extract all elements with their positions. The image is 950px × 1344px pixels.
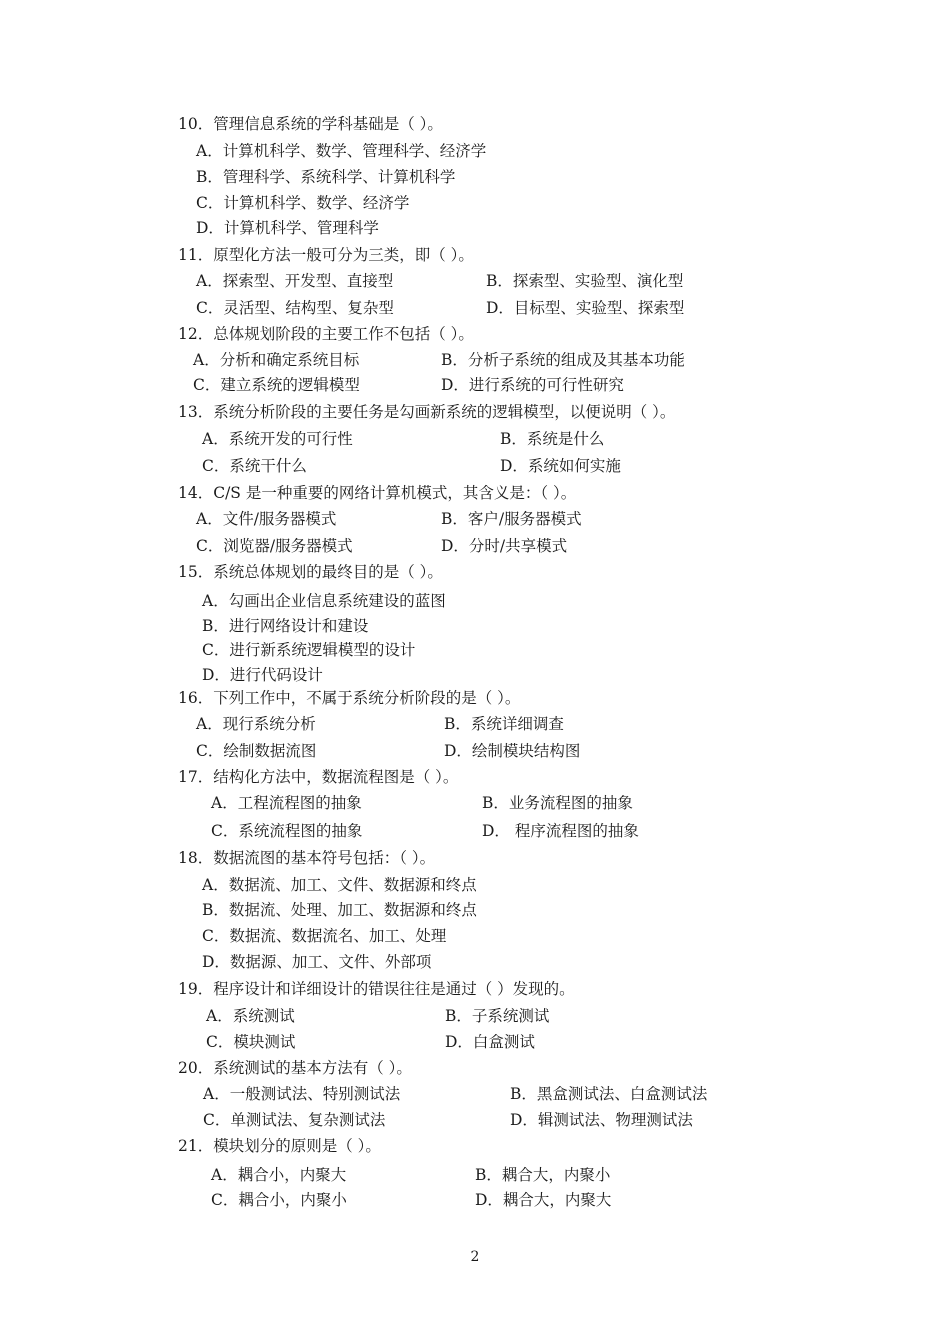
- question-14-option-b: B．客户/服务器模式: [441, 510, 582, 528]
- question-20-stem: 20．系统测试的基本方法有（ ）。: [178, 1059, 412, 1077]
- question-12-option-b: B．分析子系统的组成及其基本功能: [441, 351, 685, 369]
- question-16-option-a: A．现行系统分析: [196, 715, 316, 733]
- question-14-option-d: D．分时/共享模式: [441, 537, 568, 555]
- question-19-option-c: C．模块测试: [206, 1033, 296, 1051]
- question-16-option-b: B．系统详细调查: [444, 715, 564, 733]
- question-21-stem: 21．模块划分的原则是（ ）。: [178, 1137, 381, 1155]
- question-12-option-a: A．分析和确定系统目标: [193, 351, 360, 369]
- question-15-stem: 15．系统总体规划的最终目的是（ ）。: [178, 563, 443, 581]
- question-19-option-d: D．白盒测试: [445, 1033, 535, 1051]
- question-20-option-d: D．辑测试法、物理测试法: [510, 1111, 693, 1129]
- question-18-option-c: C．数据流、数据流名、加工、处理: [202, 927, 447, 945]
- question-21-option-d: D．耦合大，内聚大: [475, 1191, 612, 1209]
- question-18-option-d: D．数据源、加工、文件、外部项: [202, 953, 432, 971]
- question-11-stem: 11．原型化方法一般可分为三类，即（ ）。: [178, 246, 474, 264]
- question-13-stem: 13．系统分析阶段的主要任务是勾画新系统的逻辑模型，以便说明（ ）。: [178, 403, 676, 421]
- question-21-option-a: A．耦合小，内聚大: [211, 1166, 347, 1184]
- question-17-option-a: A．工程流程图的抽象: [211, 794, 362, 812]
- question-15-option-a: A．勾画出企业信息系统建设的蓝图: [202, 592, 446, 610]
- question-18-option-a: A．数据流、加工、文件、数据源和终点: [202, 876, 477, 894]
- question-10-option-c: C．计算机科学、数学、经济学: [196, 194, 410, 212]
- question-10-option-d: D．计算机科学、管理科学: [196, 219, 379, 237]
- question-13-option-c: C．系统干什么: [202, 457, 307, 475]
- question-12-option-c: C．建立系统的逻辑模型: [193, 376, 360, 394]
- question-15-option-c: C．进行新系统逻辑模型的设计: [202, 641, 416, 659]
- question-15-option-b: B．进行网络设计和建设: [202, 617, 369, 635]
- question-11-option-b: B．探索型、实验型、演化型: [486, 272, 684, 290]
- question-18-option-b: B．数据流、处理、加工、数据源和终点: [202, 901, 477, 919]
- question-19-option-b: B．子系统测试: [445, 1007, 550, 1025]
- question-19-stem: 19．程序设计和详细设计的错误往往是通过（ ）发现的。: [178, 980, 575, 998]
- question-19-option-a: A．系统测试: [206, 1007, 295, 1025]
- question-13-option-d: D．系统如何实施: [500, 457, 621, 475]
- question-14-option-c: C．浏览器/服务器模式: [196, 537, 353, 555]
- question-10-option-b: B．管理科学、系统科学、计算机科学: [196, 168, 456, 186]
- question-14-stem: 14．C/S 是一种重要的网络计算机模式，其含义是：（ ）。: [178, 484, 577, 502]
- question-12-option-d: D．进行系统的可行性研究: [441, 376, 624, 394]
- question-17-option-d: D． 程序流程图的抽象: [482, 822, 639, 840]
- question-17-option-c: C．系统流程图的抽象: [211, 822, 363, 840]
- question-20-option-a: A．一般测试法、特别测试法: [203, 1085, 401, 1103]
- question-13-option-b: B．系统是什么: [500, 430, 605, 448]
- question-21-option-c: C．耦合小，内聚小: [211, 1191, 347, 1209]
- question-11-option-a: A．探索型、开发型、直接型: [196, 272, 394, 290]
- question-14-option-a: A．文件/服务器模式: [196, 510, 337, 528]
- question-10-option-a: A．计算机科学、数学、管理科学、经济学: [196, 142, 487, 160]
- question-18-stem: 18．数据流图的基本符号包括：（ ）。: [178, 849, 436, 867]
- question-13-option-a: A．系统开发的可行性: [202, 430, 353, 448]
- question-17-stem: 17．结构化方法中，数据流程图是（ ）。: [178, 768, 459, 786]
- question-20-option-c: C．单测试法、复杂测试法: [203, 1111, 386, 1129]
- question-11-option-c: C．灵活型、结构型、复杂型: [196, 299, 394, 317]
- question-16-option-c: C．绘制数据流图: [196, 742, 317, 760]
- question-21-option-b: B．耦合大，内聚小: [475, 1166, 611, 1184]
- question-16-stem: 16．下列工作中，不属于系统分析阶段的是（ ）。: [178, 689, 521, 707]
- page-number: 2: [470, 1249, 480, 1265]
- question-12-stem: 12．总体规划阶段的主要工作不包括（ ）。: [178, 325, 474, 343]
- question-11-option-d: D．目标型、实验型、探索型: [486, 299, 685, 317]
- question-10-stem: 10．管理信息系统的学科基础是（ ）。: [178, 115, 443, 133]
- question-16-option-d: D．绘制模块结构图: [444, 742, 581, 760]
- question-20-option-b: B．黑盒测试法、白盒测试法: [510, 1085, 708, 1103]
- question-17-option-b: B．业务流程图的抽象: [482, 794, 633, 812]
- question-15-option-d: D．进行代码设计: [202, 666, 323, 684]
